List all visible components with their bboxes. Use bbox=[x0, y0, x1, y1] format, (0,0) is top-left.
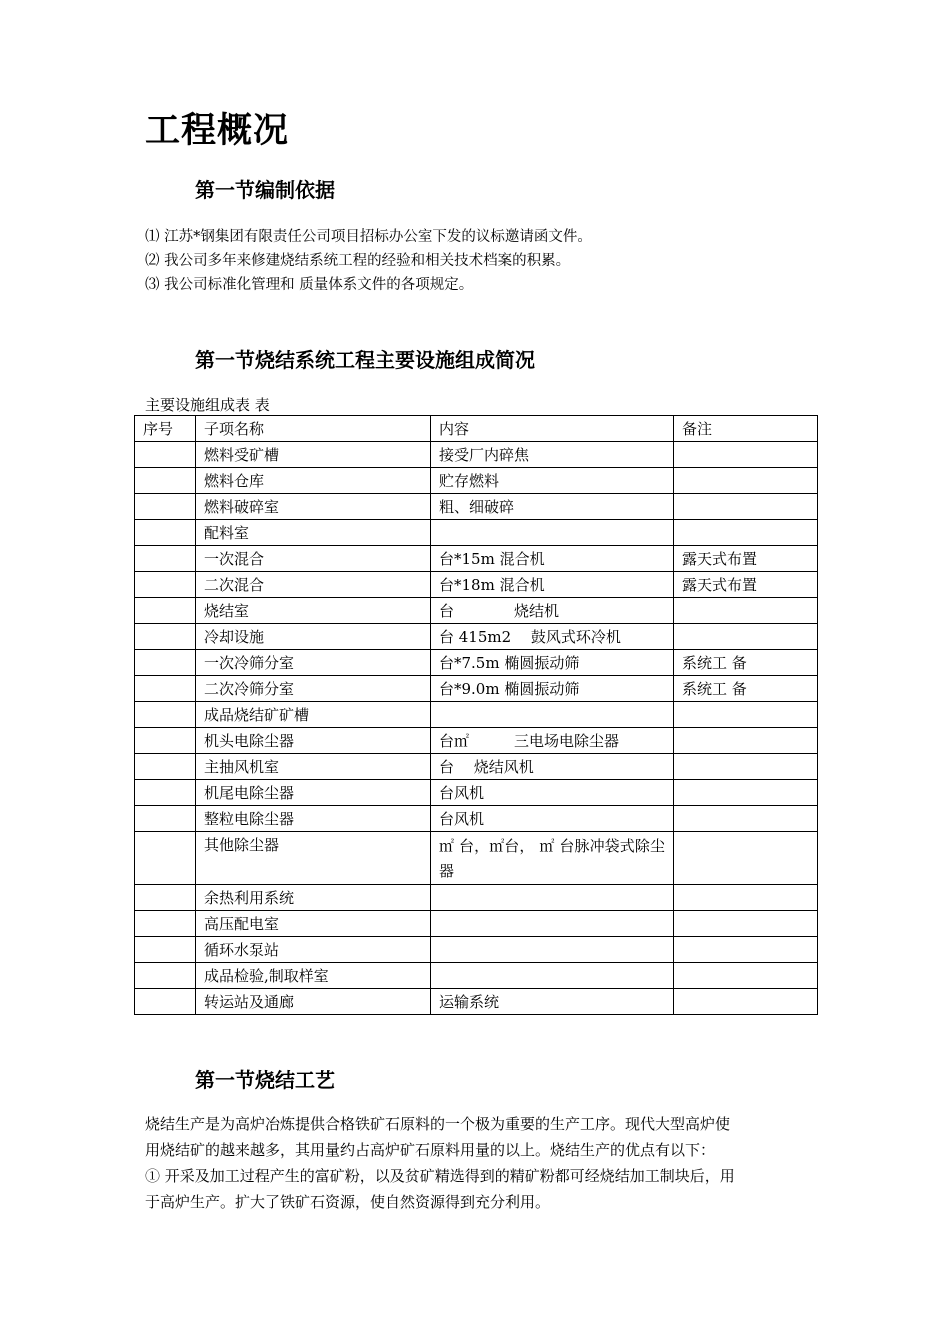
remark-cell bbox=[674, 442, 818, 468]
remark-cell bbox=[674, 780, 818, 806]
table-row bbox=[135, 572, 818, 598]
table-row bbox=[135, 728, 818, 754]
table-row bbox=[135, 442, 818, 468]
item-name-cell: 冷却设施 bbox=[196, 624, 431, 650]
content-cell bbox=[431, 937, 674, 963]
paragraph-line: 烧结生产是为高炉冶炼提供合格铁矿石原料的一个极为重要的生产工序。现代大型高炉使 bbox=[145, 1115, 731, 1133]
item-name-cell: 整粒电除尘器 bbox=[196, 806, 431, 832]
table-row bbox=[135, 780, 818, 806]
content-cell: 接受厂内碎焦 bbox=[431, 442, 674, 468]
row-number-cell bbox=[135, 780, 196, 806]
table-row bbox=[135, 832, 818, 885]
content-cell bbox=[431, 702, 674, 728]
table-row bbox=[135, 754, 818, 780]
table-row bbox=[135, 468, 818, 494]
content-cell: 台*7.5m 椭圆振动筛 bbox=[431, 650, 674, 676]
table-row bbox=[135, 650, 818, 676]
remark-cell bbox=[674, 937, 818, 963]
paragraph-line: 于高炉生产。扩大了铁矿石资源，使自然资源得到充分利用。 bbox=[145, 1193, 551, 1211]
remark-cell bbox=[674, 468, 818, 494]
remark-cell bbox=[674, 598, 818, 624]
item-name-cell: 燃料仓库 bbox=[196, 468, 431, 494]
table-row bbox=[135, 546, 818, 572]
content-cell: 粗、细破碎 bbox=[431, 494, 674, 520]
content-cell: 台 烧结机 bbox=[431, 598, 674, 624]
item-name-cell: 机尾电除尘器 bbox=[196, 780, 431, 806]
content-cell: 台㎡ 三电场电除尘器 bbox=[431, 728, 674, 754]
item-name-cell: 燃料破碎室 bbox=[196, 494, 431, 520]
item-name-cell: 一次混合 bbox=[196, 546, 431, 572]
table-row bbox=[135, 494, 818, 520]
item-name-cell: 燃料受矿槽 bbox=[196, 442, 431, 468]
table-row bbox=[135, 598, 818, 624]
table-row bbox=[135, 702, 818, 728]
row-number-cell bbox=[135, 832, 196, 885]
table-header-row bbox=[135, 416, 818, 442]
row-number-cell bbox=[135, 546, 196, 572]
table-caption: 主要设施组成表 表 bbox=[145, 396, 270, 414]
row-number-cell bbox=[135, 572, 196, 598]
content-cell: 台风机 bbox=[431, 780, 674, 806]
remark-cell: 系统工 备 bbox=[674, 676, 818, 702]
row-number-cell bbox=[135, 963, 196, 989]
table-row bbox=[135, 624, 818, 650]
paragraph-line: ① 开采及加工过程产生的富矿粉，以及贫矿精选得到的精矿粉都可经烧结加工制块后，用 bbox=[145, 1167, 735, 1185]
row-number-cell bbox=[135, 650, 196, 676]
table-row bbox=[135, 911, 818, 937]
row-number-cell bbox=[135, 598, 196, 624]
content-cell: 台 415m2 鼓风式环冷机 bbox=[431, 624, 674, 650]
item-name-cell: 二次混合 bbox=[196, 572, 431, 598]
table-row bbox=[135, 806, 818, 832]
item-name-cell: 转运站及通廊 bbox=[196, 989, 431, 1015]
content-cell bbox=[431, 963, 674, 989]
content-cell: 贮存燃料 bbox=[431, 468, 674, 494]
remark-cell bbox=[674, 702, 818, 728]
remark-cell bbox=[674, 754, 818, 780]
basis-item: ⑶ 我公司标准化管理和 质量体系文件的各项规定。 bbox=[145, 277, 474, 293]
row-number-cell bbox=[135, 885, 196, 911]
item-name-cell: 一次冷筛分室 bbox=[196, 650, 431, 676]
document-title: 工程概况 bbox=[145, 111, 290, 151]
row-number-cell bbox=[135, 911, 196, 937]
item-name-cell: 其他除尘器 bbox=[196, 832, 431, 885]
remark-cell: 露天式布置 bbox=[674, 546, 818, 572]
process-paragraph bbox=[145, 1111, 810, 1215]
section-heading-process: 第一节烧结工艺 bbox=[195, 1068, 335, 1092]
remark-cell bbox=[674, 806, 818, 832]
row-number-cell bbox=[135, 989, 196, 1015]
remark-cell: 露天式布置 bbox=[674, 572, 818, 598]
content-cell: ㎡ 台，㎡台， ㎡ 台脉冲袋式除尘器 bbox=[431, 832, 674, 885]
content-cell bbox=[431, 885, 674, 911]
remark-cell bbox=[674, 728, 818, 754]
header-cell: 子项名称 bbox=[196, 416, 431, 442]
row-number-cell bbox=[135, 624, 196, 650]
remark-cell: 系统工 备 bbox=[674, 650, 818, 676]
content-cell bbox=[431, 520, 674, 546]
section-heading-basis: 第一节编制依据 bbox=[195, 178, 335, 202]
content-cell: 台*9.0m 椭圆振动筛 bbox=[431, 676, 674, 702]
item-name-cell: 二次冷筛分室 bbox=[196, 676, 431, 702]
row-number-cell bbox=[135, 728, 196, 754]
row-number-cell bbox=[135, 937, 196, 963]
item-name-cell: 成品烧结矿矿槽 bbox=[196, 702, 431, 728]
table-row bbox=[135, 520, 818, 546]
basis-item: ⑵ 我公司多年来修建烧结系统工程的经验和相关技术档案的积累。 bbox=[145, 253, 571, 269]
row-number-cell bbox=[135, 702, 196, 728]
remark-cell bbox=[674, 624, 818, 650]
table-row bbox=[135, 989, 818, 1015]
content-cell: 台*18m 混合机 bbox=[431, 572, 674, 598]
table-row bbox=[135, 676, 818, 702]
row-number-cell bbox=[135, 442, 196, 468]
content-cell: 台风机 bbox=[431, 806, 674, 832]
row-number-cell bbox=[135, 806, 196, 832]
item-name-cell: 高压配电室 bbox=[196, 911, 431, 937]
item-name-cell: 循环水泵站 bbox=[196, 937, 431, 963]
header-cell: 备注 bbox=[674, 416, 818, 442]
table-row bbox=[135, 963, 818, 989]
facilities-table bbox=[134, 415, 818, 1015]
remark-cell bbox=[674, 520, 818, 546]
content-cell: 台*15m 混合机 bbox=[431, 546, 674, 572]
item-name-cell: 主抽风机室 bbox=[196, 754, 431, 780]
remark-cell bbox=[674, 832, 818, 885]
remark-cell bbox=[674, 963, 818, 989]
row-number-cell bbox=[135, 754, 196, 780]
remark-cell bbox=[674, 911, 818, 937]
header-cell: 序号 bbox=[135, 416, 196, 442]
item-name-cell: 成品检验,制取样室 bbox=[196, 963, 431, 989]
header-cell: 内容 bbox=[431, 416, 674, 442]
remark-cell bbox=[674, 885, 818, 911]
content-cell bbox=[431, 911, 674, 937]
row-number-cell bbox=[135, 468, 196, 494]
content-cell: 台 烧结风机 bbox=[431, 754, 674, 780]
item-name-cell: 配料室 bbox=[196, 520, 431, 546]
remark-cell bbox=[674, 989, 818, 1015]
table-row bbox=[135, 937, 818, 963]
table-row bbox=[135, 885, 818, 911]
item-name-cell: 烧结室 bbox=[196, 598, 431, 624]
row-number-cell bbox=[135, 520, 196, 546]
row-number-cell bbox=[135, 494, 196, 520]
section-heading-facilities: 第一节烧结系统工程主要设施组成简况 bbox=[195, 348, 535, 372]
basis-item: ⑴ 江苏*钢集团有限责任公司项目招标办公室下发的议标邀请函文件。 bbox=[145, 229, 592, 245]
remark-cell bbox=[674, 494, 818, 520]
item-name-cell: 机头电除尘器 bbox=[196, 728, 431, 754]
content-cell: 运输系统 bbox=[431, 989, 674, 1015]
row-number-cell bbox=[135, 676, 196, 702]
item-name-cell: 余热利用系统 bbox=[196, 885, 431, 911]
paragraph-line: 用烧结矿的越来越多，其用量约占高炉矿石原料用量的以上。烧结生产的优点有以下： bbox=[145, 1141, 716, 1159]
